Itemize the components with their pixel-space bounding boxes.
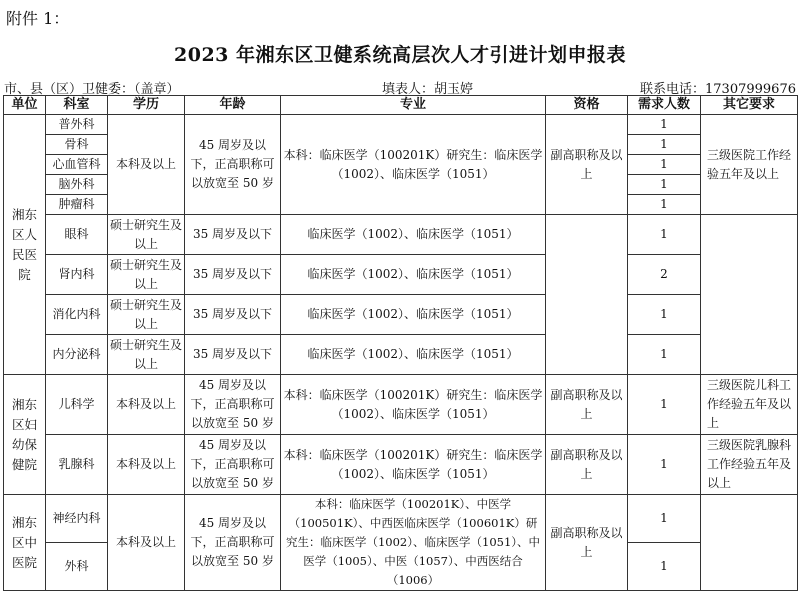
dept-cell: 骨科 — [46, 135, 108, 155]
header-qualification: 资格 — [546, 96, 628, 115]
dept-cell: 儿科学 — [46, 375, 108, 435]
major-cell: 本科：临床医学（100201K）研究生：临床医学（1002）、临床医学（1051） — [281, 375, 546, 435]
count-cell: 1 — [628, 543, 701, 591]
count-cell: 1 — [628, 135, 701, 155]
header-age: 年龄 — [185, 96, 281, 115]
count-cell: 1 — [628, 435, 701, 495]
header-unit: 单位 — [4, 96, 46, 115]
age-cell: 35 周岁及以下 — [185, 215, 281, 255]
major-cell: 本科：临床医学（100201K）、中医学（100501K）、中西医临床医学（100601K）研究生：临床医学（1002）、临床医学（1051）、中医学（1005）、中医（1057）、中西医结合（1006） — [281, 495, 546, 591]
dept-cell: 乳腺科 — [46, 435, 108, 495]
education-cell: 本科及以上 — [108, 115, 185, 215]
table-row — [4, 435, 798, 495]
dept-cell: 眼科 — [46, 215, 108, 255]
major-cell: 本科：临床医学（100201K）研究生：临床医学（1002）、临床医学（1051） — [281, 435, 546, 495]
dept-cell: 神经内科 — [46, 495, 108, 543]
other-cell: 三级医院乳腺科工作经验五年及以上 — [701, 435, 798, 495]
count-cell: 1 — [628, 495, 701, 543]
dept-cell: 内分泌科 — [46, 335, 108, 375]
count-cell: 1 — [628, 195, 701, 215]
header-major: 专业 — [281, 96, 546, 115]
unit-cell: 湘东区妇幼保健院 — [4, 375, 46, 495]
major-cell: 临床医学（1002）、临床医学（1051） — [281, 215, 546, 255]
table-row — [4, 375, 798, 435]
header-other: 其它要求 — [701, 96, 798, 115]
unit-cell: 湘东区人民医院 — [4, 115, 46, 375]
education-cell: 本科及以上 — [108, 495, 185, 591]
age-cell: 45 周岁及以下，正高职称可以放宽至 50 岁 — [185, 375, 281, 435]
qualification-cell: 副高职称及以上 — [546, 115, 628, 215]
page-title: 2023 年湘东区卫健系统高层次人才引进计划申报表 — [174, 44, 626, 66]
table-row — [4, 295, 798, 335]
count-cell: 1 — [628, 215, 701, 255]
qualification-cell: 副高职称及以上 — [546, 495, 628, 591]
attachment-label: 附件 1： — [6, 9, 70, 28]
header-row — [4, 96, 798, 115]
education-cell: 硕士研究生及以上 — [108, 335, 185, 375]
education-cell: 硕士研究生及以上 — [108, 295, 185, 335]
major-cell: 临床医学（1002）、临床医学（1051） — [281, 255, 546, 295]
dept-cell: 心血管科 — [46, 155, 108, 175]
age-cell: 35 周岁及以下 — [185, 255, 281, 295]
major-cell: 本科：临床医学（100201K）研究生：临床医学（1002）、临床医学（1051） — [281, 115, 546, 215]
qualification-cell: 副高职称及以上 — [546, 375, 628, 435]
table-row — [4, 255, 798, 295]
header-education: 学历 — [108, 96, 185, 115]
age-cell: 35 周岁及以下 — [185, 335, 281, 375]
count-cell: 1 — [628, 375, 701, 435]
meta-phone: 联系电话：17307999676 — [640, 82, 796, 97]
age-cell: 35 周岁及以下 — [185, 295, 281, 335]
education-cell: 硕士研究生及以上 — [108, 255, 185, 295]
meta-filler: 填表人：胡玉婷 — [382, 82, 474, 97]
dept-cell: 脑外科 — [46, 175, 108, 195]
other-cell: 三级医院儿科工作经验五年及以上 — [701, 375, 798, 435]
header-dept: 科室 — [46, 96, 108, 115]
header-count: 需求人数 — [628, 96, 701, 115]
other-cell — [701, 215, 798, 375]
table-row — [4, 495, 798, 543]
count-cell: 1 — [628, 295, 701, 335]
qualification-cell — [546, 215, 628, 375]
major-cell: 临床医学（1002）、临床医学（1051） — [281, 295, 546, 335]
table-row — [4, 335, 798, 375]
plan-table — [3, 95, 798, 591]
unit-cell: 湘东区中医院 — [4, 495, 46, 591]
dept-cell: 普外科 — [46, 115, 108, 135]
education-cell: 本科及以上 — [108, 435, 185, 495]
education-cell: 本科及以上 — [108, 375, 185, 435]
dept-cell: 外科 — [46, 543, 108, 591]
age-cell: 45 周岁及以下，正高职称可以放宽至 50 岁 — [185, 435, 281, 495]
dept-cell: 肿瘤科 — [46, 195, 108, 215]
dept-cell: 消化内科 — [46, 295, 108, 335]
dept-cell: 肾内科 — [46, 255, 108, 295]
count-cell: 1 — [628, 175, 701, 195]
age-cell: 45 周岁及以下，正高职称可以放宽至 50 岁 — [185, 115, 281, 215]
table-row — [4, 115, 798, 135]
count-cell: 2 — [628, 255, 701, 295]
education-cell: 硕士研究生及以上 — [108, 215, 185, 255]
major-cell: 临床医学（1002）、临床医学（1051） — [281, 335, 546, 375]
count-cell: 1 — [628, 335, 701, 375]
count-cell: 1 — [628, 155, 701, 175]
other-cell — [701, 495, 798, 591]
count-cell: 1 — [628, 115, 701, 135]
other-cell: 三级医院工作经验五年及以上 — [701, 115, 798, 215]
table-row — [4, 215, 798, 255]
age-cell: 45 周岁及以下，正高职称可以放宽至 50 岁 — [185, 495, 281, 591]
qualification-cell: 副高职称及以上 — [546, 435, 628, 495]
meta-unit: 市、县（区）卫健委：（盖章） — [4, 82, 180, 97]
